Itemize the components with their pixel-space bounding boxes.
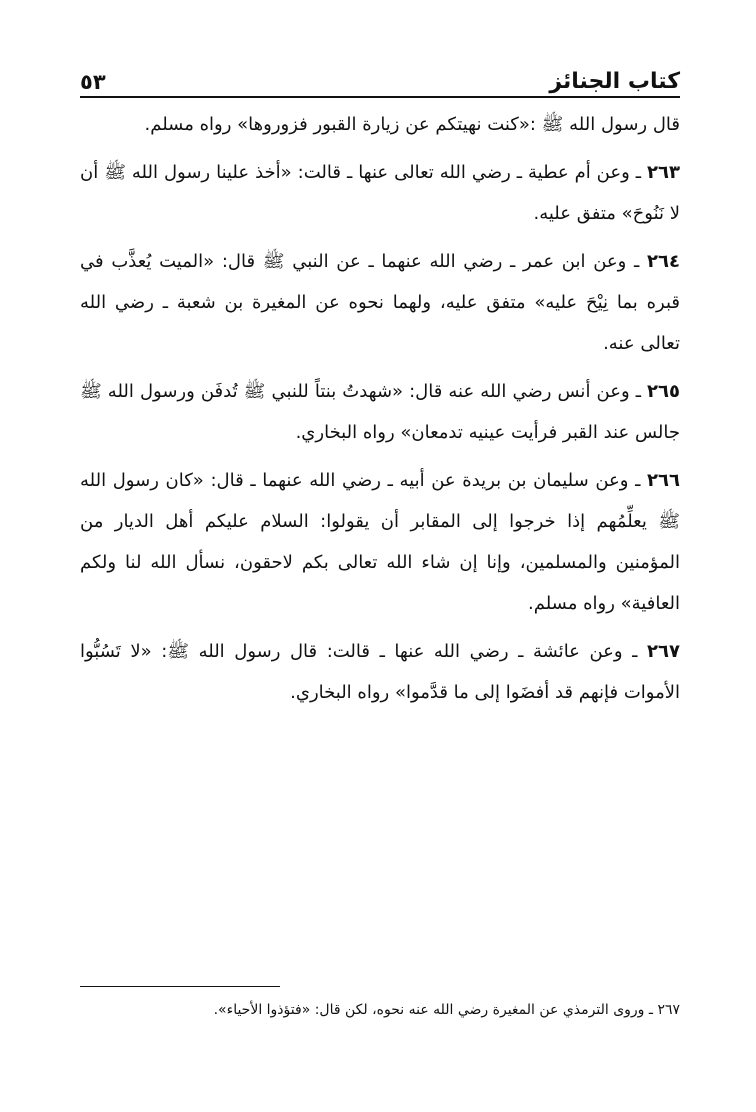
hadith-number: ٢٦٣ xyxy=(647,162,680,183)
hadith-text: ـ وعن سليمان بن بريدة عن أبيه ـ رضي الله عنهما ـ قال: «كان رسول الله ﷺ يعلِّمُهم إذا خرجوا إلى المقابر أن يقولوا: السلام عليكم أهل الديار من المؤمنين والمسلمين، وإنا إن شاء الله تعالى بكم لاحقون، نسأل الله لنا ولكم العافية» رواه مسلم. xyxy=(80,470,680,614)
hadith-text: ـ وعن عائشة ـ رضي الله عنها ـ قالت: قال رسول الله ﷺ: «لا تَسُبُّوا الأموات فإنهم قد أفضَوا إلى ما قدَّموا» رواه البخاري. xyxy=(80,641,680,703)
hadith-number: ٢٦٧ xyxy=(647,641,680,662)
book-page xyxy=(80,40,680,1080)
hadith-text: ـ وعن ابن عمر ـ رضي الله عنهما ـ عن النبي ﷺ قال: «الميت يُعذَّب في قبره بما نِيْحَ عليه» متفق عليه، ولهما نحوه عن المغيرة بن شعبة ـ رضي الله تعالى عنه. xyxy=(80,251,680,354)
hadith-paragraph xyxy=(80,460,680,624)
hadith-number: ٢٦٤ xyxy=(647,251,680,272)
hadith-paragraph xyxy=(80,631,680,713)
hadith-paragraph xyxy=(80,371,680,453)
hadith-text: ـ وعن أم عطية ـ رضي الله تعالى عنها ـ قالت: «أخذ علينا رسول الله ﷺ أن لا نَنُوحَ» متفق عليه. xyxy=(80,162,680,224)
footnote: ٢٦٧ ـ وروى الترمذي عن المغيرة رضي الله عنه نحوه، لكن قال: «فتؤذوا الأحياء». xyxy=(213,1002,680,1018)
hadith-paragraph xyxy=(80,152,680,234)
page-number: ٥٣ xyxy=(80,70,106,94)
main-text xyxy=(80,104,680,720)
hadith-text: ـ وعن أنس رضي الله عنه قال: «شهدتُ بنتاً للنبي ﷺ تُدفَن ورسول الله ﷺ جالس عند القبر فرأيت عينيه تدمعان» رواه البخاري. xyxy=(80,381,680,443)
hadith-number: ٢٦٦ xyxy=(647,470,680,491)
footnote-divider xyxy=(80,986,280,987)
hadith-text: قال رسول الله ﷺ :«كنت نهيتكم عن زيارة القبور فزوروها» رواه مسلم. xyxy=(144,114,680,135)
chapter-title: كتاب الجنائز xyxy=(549,69,680,94)
hadith-number: ٢٦٥ xyxy=(647,381,680,402)
hadith-paragraph xyxy=(80,241,680,364)
page-header xyxy=(80,54,680,94)
hadith-paragraph xyxy=(80,104,680,145)
header-divider xyxy=(80,96,680,98)
